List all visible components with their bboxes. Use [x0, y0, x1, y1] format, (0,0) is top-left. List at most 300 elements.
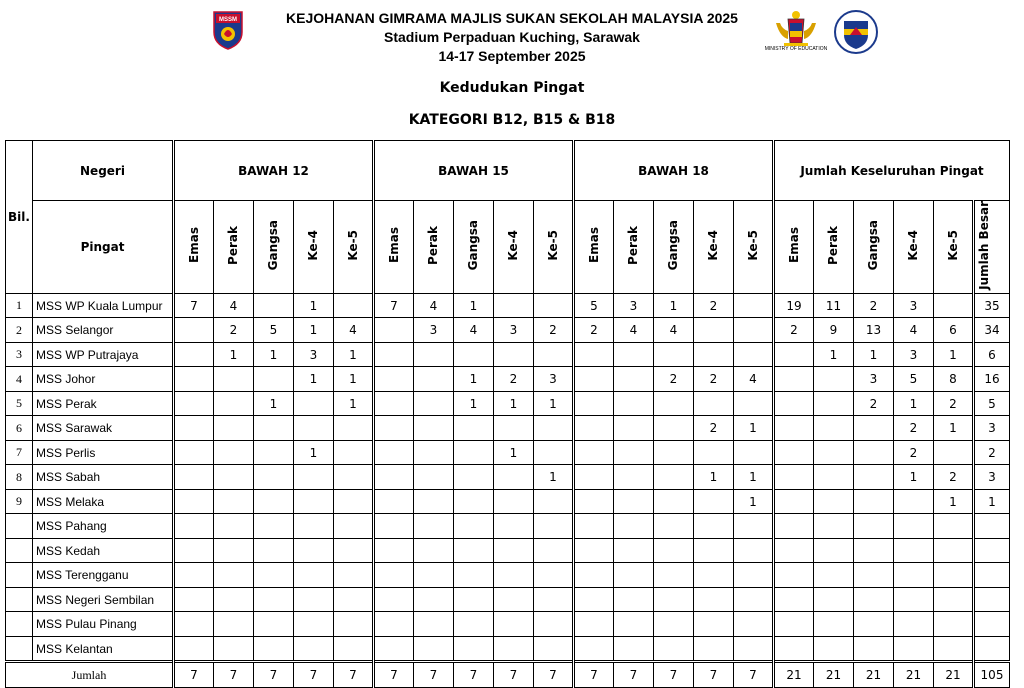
table-row — [6, 538, 1010, 563]
mssm-logo-icon — [212, 10, 244, 50]
medal-cell: 1 — [694, 465, 734, 490]
total-cell: 7 — [734, 662, 774, 688]
medal-cell: 2 — [694, 293, 734, 318]
medal-cell — [214, 489, 254, 514]
medal-cell — [174, 587, 214, 612]
medal-cell — [214, 612, 254, 637]
medal-cell — [574, 391, 614, 416]
medal-cell — [534, 293, 574, 318]
medal-cell — [774, 563, 814, 588]
medal-cell — [814, 587, 854, 612]
medal-cell — [454, 416, 494, 441]
medal-cell — [214, 367, 254, 392]
medal-cell: 1 — [454, 391, 494, 416]
medal-cell — [494, 489, 534, 514]
medal-cell — [334, 416, 374, 441]
medal-cell — [894, 514, 934, 539]
medal-cell — [574, 612, 614, 637]
medal-cell — [654, 612, 694, 637]
medal-cell — [454, 587, 494, 612]
medal-cell — [294, 489, 334, 514]
category-heading: KATEGORI B12, B15 & B18 — [408, 112, 616, 128]
subcol-label: Perak — [626, 225, 640, 265]
medal-cell: 5 — [974, 391, 1010, 416]
state-sports-logo-icon — [832, 9, 880, 55]
medal-cell — [734, 587, 774, 612]
medal-standings-table — [5, 140, 1010, 688]
medal-cell — [254, 587, 294, 612]
total-cell: 21 — [854, 662, 894, 688]
medal-cell — [334, 440, 374, 465]
medal-cell — [654, 563, 694, 588]
total-cell: 7 — [574, 662, 614, 688]
subcol-label: Gangsa — [466, 220, 480, 271]
row-state-name: MSS Kedah — [33, 538, 174, 563]
medal-cell — [614, 342, 654, 367]
medal-cell — [854, 563, 894, 588]
medal-cell: 2 — [574, 318, 614, 343]
medal-cell — [494, 416, 534, 441]
total-cell: 7 — [294, 662, 334, 688]
medal-cell — [214, 391, 254, 416]
row-state-name: MSS Negeri Sembilan — [33, 587, 174, 612]
row-state-name: MSS Perlis — [33, 440, 174, 465]
medal-cell — [974, 538, 1010, 563]
total-cell: 7 — [694, 662, 734, 688]
medal-cell — [614, 489, 654, 514]
medal-cell — [854, 489, 894, 514]
medal-cell: 5 — [574, 293, 614, 318]
medal-cell — [374, 514, 414, 539]
medal-cell: 6 — [974, 342, 1010, 367]
medal-cell — [694, 318, 734, 343]
row-bil: 4 — [6, 367, 33, 392]
subcol-b18-0 — [574, 201, 614, 294]
medal-cell — [574, 342, 614, 367]
table-row — [6, 636, 1010, 662]
medal-cell — [414, 367, 454, 392]
medal-cell: 1 — [214, 342, 254, 367]
medal-cell — [934, 587, 974, 612]
medal-cell — [574, 367, 614, 392]
row-bil — [6, 514, 33, 539]
medal-cell — [214, 416, 254, 441]
medal-cell — [454, 514, 494, 539]
subcol-label: Perak — [426, 225, 440, 265]
medal-cell: 2 — [534, 318, 574, 343]
medal-cell — [334, 612, 374, 637]
medal-cell: 35 — [974, 293, 1010, 318]
medal-cell — [534, 612, 574, 637]
table-row — [6, 514, 1010, 539]
medal-cell — [534, 416, 574, 441]
subcol-b12-4 — [334, 201, 374, 294]
medal-cell — [774, 440, 814, 465]
subcol-label: Gangsa — [866, 220, 880, 271]
subcol-label: Ke-5 — [545, 230, 560, 261]
medal-cell — [414, 587, 454, 612]
medal-cell — [334, 538, 374, 563]
medal-cell — [214, 538, 254, 563]
total-cell: 7 — [334, 662, 374, 688]
medal-cell: 3 — [494, 318, 534, 343]
total-cell: 7 — [494, 662, 534, 688]
event-dates: 14-17 September 2025 — [438, 48, 586, 64]
medal-cell — [614, 391, 654, 416]
medal-cell — [374, 612, 414, 637]
medal-cell — [414, 391, 454, 416]
subcol-b12-0 — [174, 201, 214, 294]
total-cell: 7 — [534, 662, 574, 688]
medal-cell — [174, 636, 214, 662]
medal-cell — [374, 342, 414, 367]
medal-cell — [694, 489, 734, 514]
medal-cell: 1 — [934, 489, 974, 514]
medal-cell — [254, 293, 294, 318]
medal-cell — [174, 465, 214, 490]
medal-cell — [374, 416, 414, 441]
medal-cell — [214, 440, 254, 465]
medal-cell — [534, 636, 574, 662]
medal-cell: 1 — [294, 440, 334, 465]
medal-cell: 1 — [934, 416, 974, 441]
medal-cell: 1 — [814, 342, 854, 367]
medal-cell — [214, 563, 254, 588]
medal-cell: 13 — [854, 318, 894, 343]
medal-cell — [934, 563, 974, 588]
medal-cell — [654, 514, 694, 539]
medal-cell — [934, 293, 974, 318]
medal-cell — [894, 489, 934, 514]
table-row — [6, 612, 1010, 637]
medal-cell: 2 — [694, 416, 734, 441]
medal-cell — [854, 416, 894, 441]
medal-cell — [374, 587, 414, 612]
medal-cell — [414, 514, 454, 539]
medal-cell: 1 — [334, 342, 374, 367]
subcol-total-2 — [854, 201, 894, 294]
medal-cell — [414, 489, 454, 514]
medal-cell: 3 — [294, 342, 334, 367]
row-state-name: MSS Melaka — [33, 489, 174, 514]
medal-cell — [574, 538, 614, 563]
medal-cell — [734, 636, 774, 662]
medal-cell: 4 — [334, 318, 374, 343]
row-state-name: MSS Johor — [33, 367, 174, 392]
medal-cell — [334, 293, 374, 318]
medal-cell — [894, 563, 934, 588]
medal-cell: 3 — [894, 293, 934, 318]
subcol-label: Ke-5 — [945, 230, 960, 261]
medal-cell — [654, 391, 694, 416]
medal-cell: 4 — [734, 367, 774, 392]
group-header-b18: BAWAH 18 — [574, 141, 774, 201]
row-state-name: MSS Sarawak — [33, 416, 174, 441]
row-bil — [6, 612, 33, 637]
row-bil: 1 — [6, 293, 33, 318]
medal-cell: 1 — [974, 489, 1010, 514]
medal-cell: 4 — [214, 293, 254, 318]
group-header-b15: BAWAH 15 — [374, 141, 574, 201]
medal-cell — [894, 612, 934, 637]
medal-cell — [214, 636, 254, 662]
medal-cell — [974, 514, 1010, 539]
row-bil — [6, 563, 33, 588]
table-row — [6, 489, 1010, 514]
medal-cell — [894, 636, 934, 662]
medal-cell — [654, 465, 694, 490]
medal-cell: 1 — [494, 391, 534, 416]
medal-cell — [174, 563, 214, 588]
medal-cell — [374, 563, 414, 588]
subcol-label: Emas — [186, 227, 201, 264]
medal-cell — [694, 391, 734, 416]
subcol-b15-1 — [414, 201, 454, 294]
total-cell: 7 — [374, 662, 414, 688]
medal-cell — [574, 416, 614, 441]
medal-cell — [734, 293, 774, 318]
medal-cell — [254, 612, 294, 637]
medal-cell: 1 — [934, 342, 974, 367]
medal-cell: 9 — [814, 318, 854, 343]
table-row — [6, 563, 1010, 588]
medal-cell — [814, 563, 854, 588]
medal-cell — [174, 514, 214, 539]
medal-cell — [654, 342, 694, 367]
row-bil: 9 — [6, 489, 33, 514]
medal-cell — [334, 465, 374, 490]
medal-cell: 1 — [894, 391, 934, 416]
medal-cell — [494, 293, 534, 318]
medal-cell — [294, 563, 334, 588]
medal-cell — [894, 538, 934, 563]
medal-cell — [494, 563, 534, 588]
total-cell: 105 — [974, 662, 1010, 688]
medal-cell — [574, 587, 614, 612]
medal-cell — [374, 465, 414, 490]
medal-cell: 1 — [654, 293, 694, 318]
medal-cell — [894, 587, 934, 612]
row-bil — [6, 538, 33, 563]
medal-cell — [174, 612, 214, 637]
table-row — [6, 416, 1010, 441]
medal-cell: 7 — [174, 293, 214, 318]
medal-cell — [334, 587, 374, 612]
medal-cell — [574, 465, 614, 490]
table-row — [6, 367, 1010, 392]
medal-cell — [294, 514, 334, 539]
medal-cell — [614, 612, 654, 637]
medal-cell — [414, 563, 454, 588]
bil-header: Bil. — [6, 141, 33, 294]
medal-cell — [534, 538, 574, 563]
medal-cell — [534, 563, 574, 588]
medal-cell — [494, 465, 534, 490]
row-bil: 2 — [6, 318, 33, 343]
medal-cell — [774, 416, 814, 441]
medal-cell — [854, 514, 894, 539]
subcol-label: Ke-4 — [506, 230, 520, 261]
medal-cell — [294, 538, 334, 563]
medal-cell: 1 — [534, 391, 574, 416]
moe-logo-text: MINISTRY OF EDUCATION — [764, 46, 828, 52]
row-bil: 7 — [6, 440, 33, 465]
total-cell: 7 — [254, 662, 294, 688]
medal-cell — [374, 636, 414, 662]
medal-cell: 1 — [334, 367, 374, 392]
medal-cell — [814, 440, 854, 465]
subcol-label: Ke-5 — [745, 230, 760, 261]
medal-cell: 1 — [454, 293, 494, 318]
medal-cell — [614, 367, 654, 392]
total-cell: 7 — [614, 662, 654, 688]
medal-cell: 1 — [454, 367, 494, 392]
medal-cell: 4 — [654, 318, 694, 343]
medal-cell — [934, 440, 974, 465]
medal-cell: 1 — [734, 416, 774, 441]
medal-cell: 5 — [254, 318, 294, 343]
medal-cell: 2 — [934, 391, 974, 416]
medal-cell: 3 — [894, 342, 934, 367]
subcol-label: Gangsa — [266, 220, 280, 271]
medal-cell — [254, 465, 294, 490]
medal-cell: 1 — [254, 342, 294, 367]
subcol-b15-0 — [374, 201, 414, 294]
medal-cell — [374, 489, 414, 514]
medal-cell — [934, 514, 974, 539]
medal-cell — [494, 612, 534, 637]
total-cell: 21 — [894, 662, 934, 688]
medal-cell — [214, 514, 254, 539]
event-title: KEJOHANAN GIMRAMA MAJLIS SUKAN SEKOLAH MALAYSIA 2025 — [286, 10, 738, 26]
medal-cell — [174, 342, 214, 367]
medal-cell — [734, 318, 774, 343]
total-cell: 21 — [774, 662, 814, 688]
medal-cell — [334, 514, 374, 539]
subcol-b12-2 — [254, 201, 294, 294]
total-cell: 7 — [174, 662, 214, 688]
medal-cell: 1 — [734, 489, 774, 514]
medal-cell — [414, 342, 454, 367]
medal-cell — [734, 538, 774, 563]
medal-cell — [574, 636, 614, 662]
medal-cell — [294, 587, 334, 612]
medal-cell — [734, 342, 774, 367]
row-bil: 8 — [6, 465, 33, 490]
medal-cell: 3 — [854, 367, 894, 392]
medal-cell — [254, 489, 294, 514]
medal-cell — [494, 587, 534, 612]
medal-cell: 16 — [974, 367, 1010, 392]
medal-cell — [214, 465, 254, 490]
medal-cell — [734, 391, 774, 416]
pingat-header: Pingat — [33, 201, 174, 294]
medal-cell — [774, 636, 814, 662]
table-row — [6, 318, 1010, 343]
subcol-b12-3 — [294, 201, 334, 294]
medal-cell: 1 — [894, 465, 934, 490]
table-row — [6, 342, 1010, 367]
medal-cell — [494, 514, 534, 539]
subcol-b18-2 — [654, 201, 694, 294]
medal-cell: 1 — [854, 342, 894, 367]
medal-cell — [494, 636, 534, 662]
medal-cell — [654, 489, 694, 514]
total-cell: 7 — [654, 662, 694, 688]
medal-cell — [174, 318, 214, 343]
medal-cell — [694, 538, 734, 563]
medal-cell — [174, 367, 214, 392]
medal-cell: 1 — [294, 318, 334, 343]
medal-cell: 2 — [894, 416, 934, 441]
medal-cell — [294, 416, 334, 441]
medal-cell: 4 — [414, 293, 454, 318]
total-row — [6, 662, 1010, 688]
row-bil: 5 — [6, 391, 33, 416]
subcol-label: Emas — [786, 227, 801, 264]
medal-cell — [254, 563, 294, 588]
subcol-label: Gangsa — [666, 220, 680, 271]
medal-cell: 1 — [294, 367, 334, 392]
medal-cell: 2 — [934, 465, 974, 490]
medal-cell — [454, 489, 494, 514]
medal-cell — [414, 612, 454, 637]
medal-cell — [654, 416, 694, 441]
medal-cell — [454, 465, 494, 490]
medal-cell — [374, 538, 414, 563]
medal-cell — [174, 416, 214, 441]
medal-cell: 7 — [374, 293, 414, 318]
subcol-b18-3 — [694, 201, 734, 294]
medal-cell: 1 — [494, 440, 534, 465]
medal-cell — [374, 440, 414, 465]
subcol-b15-2 — [454, 201, 494, 294]
medal-cell — [214, 587, 254, 612]
row-state-name: MSS Pahang — [33, 514, 174, 539]
medal-cell — [934, 612, 974, 637]
row-state-name: MSS Pulau Pinang — [33, 612, 174, 637]
medal-cell — [654, 538, 694, 563]
medal-cell — [654, 440, 694, 465]
medal-cell — [614, 416, 654, 441]
event-venue: Stadium Perpaduan Kuching, Sarawak — [384, 29, 640, 45]
medal-cell — [974, 563, 1010, 588]
medal-cell — [414, 538, 454, 563]
medal-cell — [534, 514, 574, 539]
medal-cell — [974, 587, 1010, 612]
medal-cell — [854, 587, 894, 612]
medal-cell: 11 — [814, 293, 854, 318]
medal-cell — [534, 489, 574, 514]
medal-cell — [254, 440, 294, 465]
medal-cell: 3 — [414, 318, 454, 343]
row-state-name: MSS Perak — [33, 391, 174, 416]
total-cell: 21 — [814, 662, 854, 688]
subcol-label: Ke-5 — [345, 230, 360, 261]
medal-cell — [574, 489, 614, 514]
medal-cell — [534, 342, 574, 367]
medal-cell — [654, 636, 694, 662]
medal-cell — [814, 538, 854, 563]
medal-cell — [734, 612, 774, 637]
medal-cell: 2 — [214, 318, 254, 343]
medal-cell — [774, 587, 814, 612]
medal-cell — [254, 416, 294, 441]
medal-cell — [414, 465, 454, 490]
row-bil — [6, 636, 33, 662]
medal-cell: 4 — [614, 318, 654, 343]
medal-cell: 2 — [694, 367, 734, 392]
